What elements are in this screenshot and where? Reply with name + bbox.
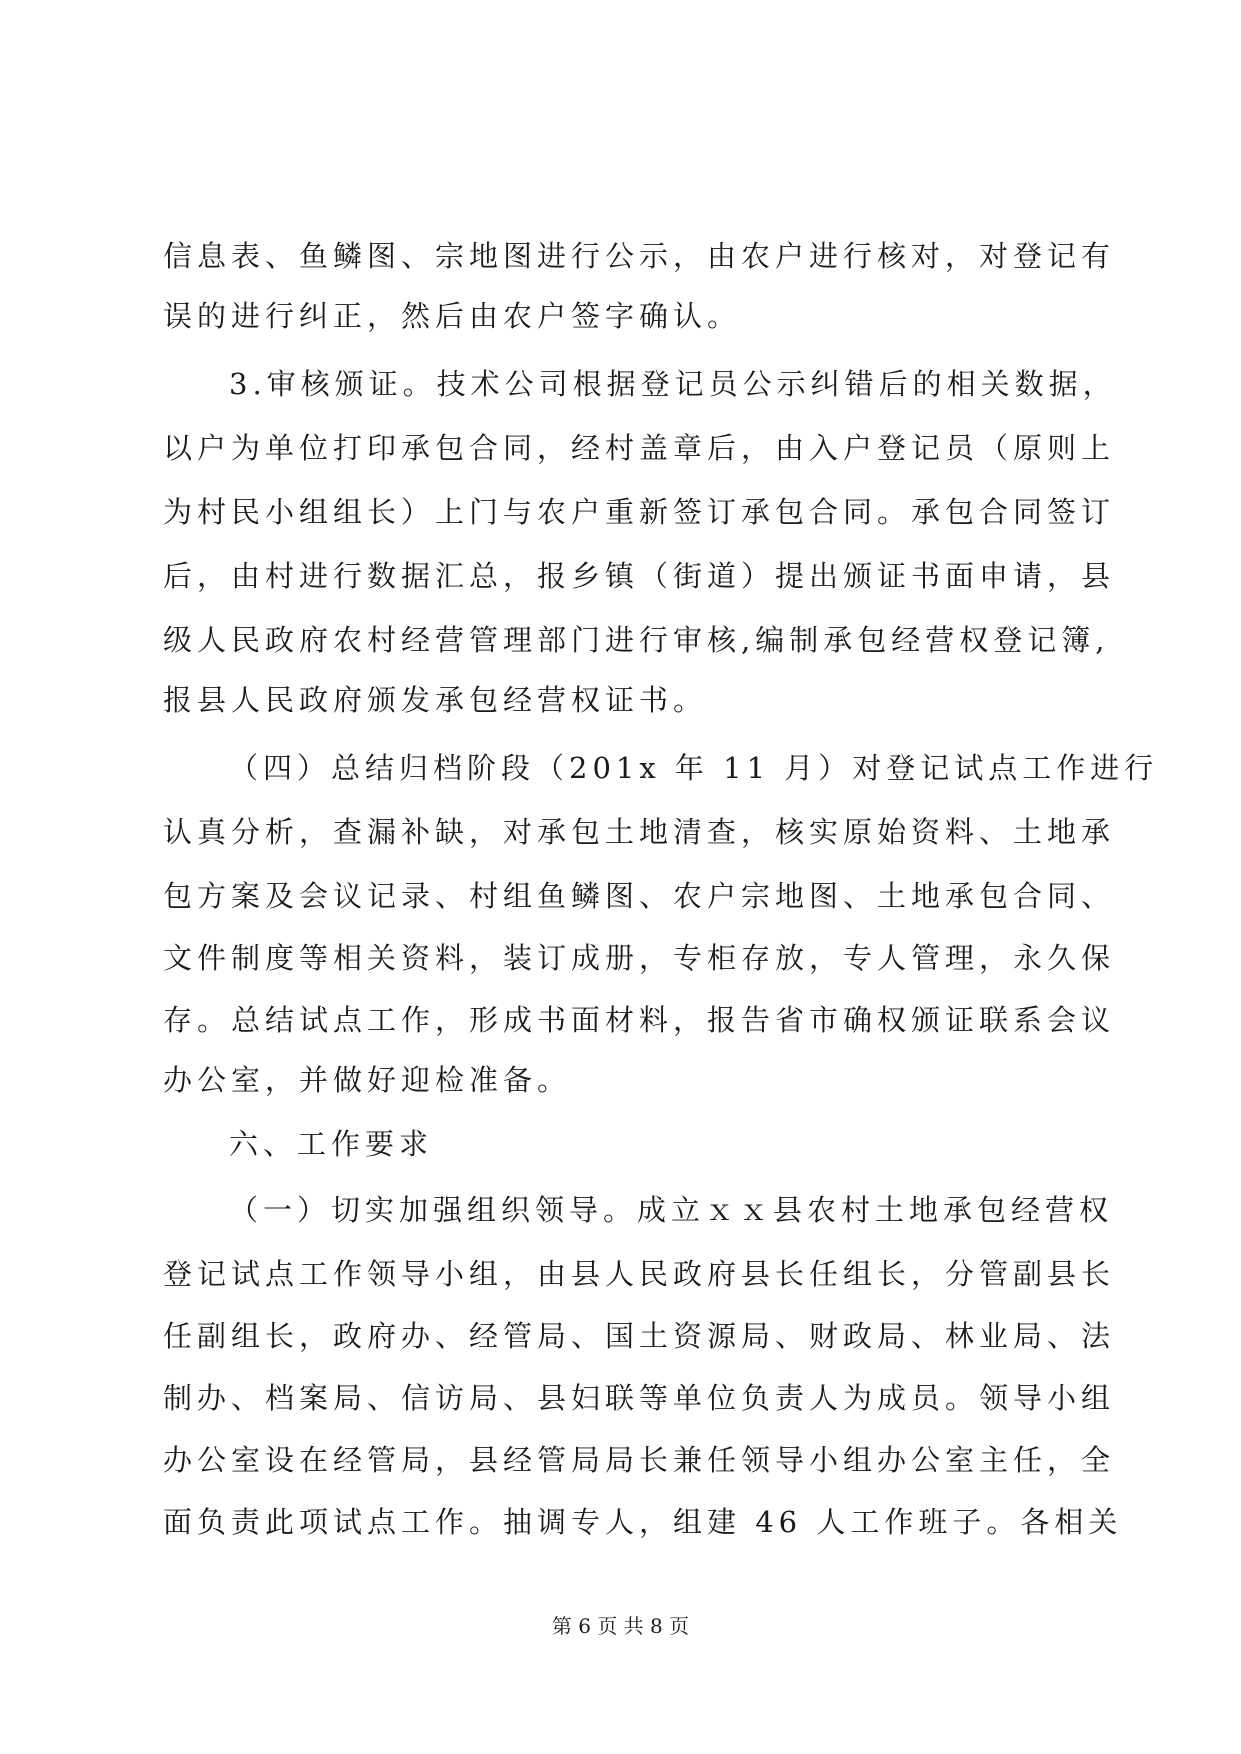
body-line: 认真分析，查漏补缺，对承包土地清查，核实原始资料、土地承 [163, 815, 1116, 849]
body-line: 包方案及会议记录、村组鱼鳞图、农户宗地图、土地承包合同、 [163, 879, 1116, 913]
body-line: 报县人民政府颁发承包经营权证书。 [163, 683, 708, 717]
body-line: 文件制度等相关资料，装订成册，专柜存放，专人管理，永久保 [163, 941, 1116, 975]
body-line: 任副组长，政府办、经管局、国土资源局、财政局、林业局、法 [163, 1319, 1116, 1353]
body-line: 以户为单位打印承包合同，经村盖章后，由入户登记员（原则上 [163, 431, 1116, 465]
body-line: 误的进行纠正，然后由农户签字确认。 [163, 299, 742, 333]
body-line: （四）总结归档阶段（201x 年 11 月）对登记试点工作进行 [229, 751, 1159, 785]
body-line: 办公室，并做好迎检准备。 [163, 1063, 572, 1097]
body-line: 面负责此项试点工作。抽调专人，组建 46 人工作班子。各相关 [163, 1505, 1123, 1539]
body-line: 为村民小组组长）上门与农户重新签订承包合同。承包合同签订 [163, 495, 1116, 529]
body-line: 制办、档案局、信访局、县妇联等单位负责人为成员。领导小组 [163, 1381, 1116, 1415]
body-line: 登记试点工作领导小组，由县人民政府县长任组长，分管副县长 [163, 1257, 1116, 1291]
body-line: （一）切实加强组织领导。成立ｘｘ县农村土地承包经营权 [229, 1193, 1114, 1227]
section-heading: 六、工作要求 [229, 1127, 434, 1161]
body-line: 后，由村进行数据汇总，报乡镇（街道）提出颁证书面申请，县 [163, 559, 1116, 593]
body-line: 级人民政府农村经营管理部门进行审核,编制承包经营权登记簿, [163, 623, 1110, 657]
body-line: 存。总结试点工作，形成书面材料，报告省市确权颁证联系会议 [163, 1003, 1116, 1037]
body-line: 信息表、鱼鳞图、宗地图进行公示，由农户进行核对，对登记有 [163, 239, 1116, 273]
body-line: 办公室设在经管局，县经管局局长兼任领导小组办公室主任，全 [163, 1443, 1116, 1477]
page-number-footer: 第 6 页 共 8 页 [551, 1614, 690, 1638]
body-line: 3.审核颁证。技术公司根据登记员公示纠错后的相关数据， [229, 367, 1117, 401]
